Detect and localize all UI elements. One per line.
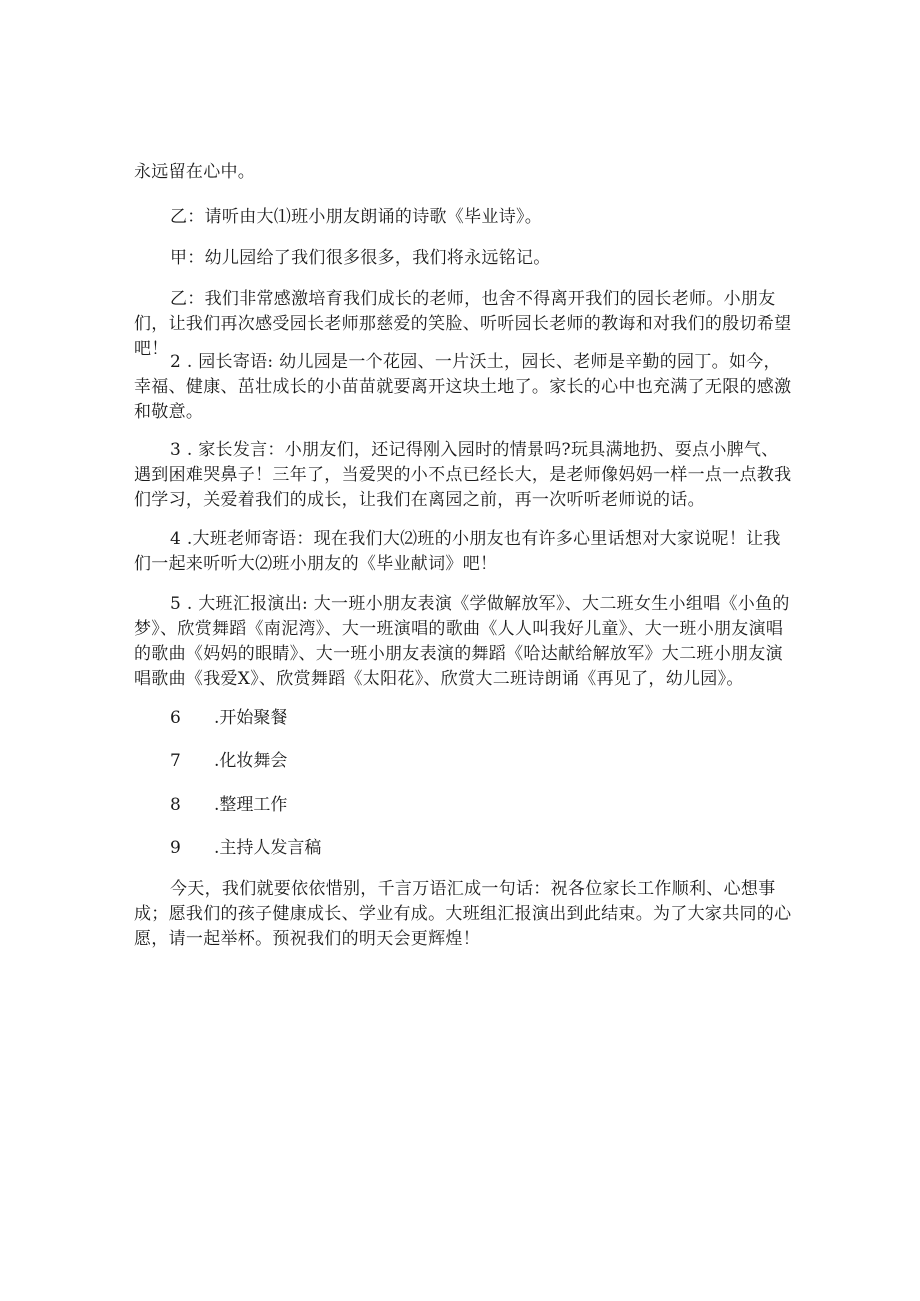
- list-item: [170, 749, 287, 774]
- list-item-number: 8: [170, 795, 181, 815]
- paragraph-jia-remember: 甲：幼儿园给了我们很多很多，我们将永远铭记。: [170, 248, 551, 268]
- list-item-text: .整理工作: [214, 795, 288, 815]
- list-item-number: 7: [170, 751, 181, 771]
- paragraph-continuation: 永远留在心中。: [134, 162, 256, 182]
- paragraph-item-2-principal: 2 . 园长寄语: 幼儿园是一个花园、一片沃土，园长、老师是辛勤的园丁。如今，幸福、健康、茁壮成长的小苗苗就要离开这块土地了。家长的心中也充满了无限的感激和敬意。: [134, 352, 792, 422]
- list-item-number: 9: [170, 838, 181, 858]
- paragraph-yi-poem: 乙：请听由大⑴班小朋友朗诵的诗歌《毕业诗》。: [170, 207, 543, 227]
- paragraph-item-4-teacher: 4 .大班老师寄语：现在我们大⑵班的小朋友也有许多心里话想对大家说呢！让我们一起来听听大⑵班小朋友的《毕业献词》吧！: [134, 529, 781, 574]
- list-item-text: .化妆舞会: [214, 751, 288, 771]
- list-item-text: .开始聚餐: [214, 708, 288, 728]
- list-item: [170, 793, 287, 818]
- list-item-text: .主持人发言稿: [214, 838, 322, 858]
- paragraph-item-3-parent: 3 . 家长发言：小朋友们，还记得刚入园时的情景吗?玩具满地扔、耍点小脾气、遇到困难哭鼻子！三年了，当爱哭的小不点已经长大，是老师像妈妈一样一点一点教我们学习，关爱着我们的成长，让我们在离园之前，再一次听听老师说的话。: [134, 440, 792, 510]
- paragraph-item-5-performance: 5 . 大班汇报演出: 大一班小朋友表演《学做解放军》、大二班女生小组唱《小鱼的梦》、欣赏舞蹈《南泥湾》、大一班演唱的歌曲《人人叫我好儿童》、大一班小朋友演唱的歌曲《妈妈的眼睛》、大一班小朋友表演的舞蹈《哈达献给解放军》大二班小朋友演唱歌曲《我爱X》、欣赏舞蹈《太阳花》、欣赏大二班诗朗诵《再见了，幼儿园》。: [134, 594, 790, 689]
- list-item-number: 6: [170, 708, 181, 728]
- paragraph-closing: 今天，我们就要依依惜别，千言万语汇成一句话：祝各位家长工作顺利、心想事成；愿我们的孩子健康成长、学业有成。大班组汇报演出到此结束。为了大家共同的心愿，请一起举杯。预祝我们的明天会更辉煌！: [134, 879, 792, 949]
- paragraph-yi-thanks: 乙：我们非常感激培育我们成长的老师，也舍不得离开我们的园长老师。小朋友们，让我们再次感受园长老师那慈爱的笑脸、听听园长老师的教诲和对我们的殷切希望吧！: [134, 289, 792, 359]
- list-item: [170, 706, 287, 731]
- list-item: [170, 836, 321, 861]
